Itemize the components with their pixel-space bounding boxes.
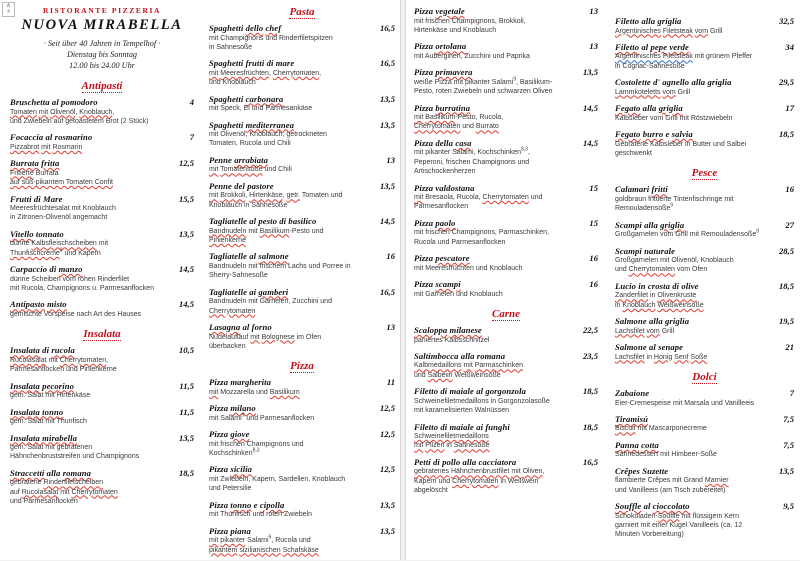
dish-item <box>414 138 598 177</box>
dish-price: 7,5 <box>783 439 794 450</box>
masthead <box>10 0 194 71</box>
dish-description: Sahnedessert mit Himbeer-Soße <box>615 451 717 459</box>
dish-name: Fegato burro e salvia <box>615 129 693 140</box>
dish-price: 18,5 <box>582 386 598 397</box>
dish-price: 15,5 <box>178 193 194 204</box>
dish-price: 9,5 <box>783 501 794 512</box>
dish-description: Nudelauflauf mit Bolognese im Ofen überbacken <box>209 333 322 350</box>
dish-price: 13,5 <box>582 67 598 78</box>
dish-name: Pizza paolo <box>414 217 456 228</box>
dish-price: 13 <box>386 154 395 165</box>
dish-price: 12,5 <box>379 403 395 414</box>
dish-description: gebratenes Hähnchenbrustfilet mit Oliven, Kapern und Cherrytomaten in Weißwein abgelöscht <box>414 468 545 495</box>
dish-name: Bruschetta al pomodoro <box>10 97 98 107</box>
dish-price: 13,5 <box>379 93 395 104</box>
dish-item <box>209 58 395 87</box>
dish-name: Pizza burratina <box>414 102 471 113</box>
dish-name: Insalata mirabella <box>10 432 77 443</box>
dish-item <box>615 129 794 158</box>
dish-name: Tagliatelle al pesto di basilico <box>209 216 317 227</box>
dish-name: Pizza piana <box>209 525 251 536</box>
dish-description: Argentinisches Filetsteak mit grünem Pfeffer in Cognac-Sahnesoße <box>615 53 753 70</box>
section-heading-pizza <box>209 360 395 373</box>
dish-description: gem. Salat mit Thunfisch <box>10 418 87 426</box>
dish-price: 11 <box>386 377 395 388</box>
dish-description: mit Brokkoli, Hirtenkäse, getr. Tomaten und Knoblauch in Sahnesoße <box>209 192 343 209</box>
dish-description: Zanderfilet in Olivenkruste in Knoblauch Weißweinsoße <box>615 292 704 309</box>
dish-name: Pizza primavera <box>414 67 473 78</box>
dish-item <box>615 184 794 213</box>
dish-price: 13,5 <box>379 119 395 130</box>
dish-item <box>209 251 395 280</box>
dish-description: mit Salami$^9$ und Parmesanflocken <box>209 412 315 422</box>
dish-name: Tagliatelle al salmone <box>209 251 289 262</box>
dish-description: goldbraun frittierte Tintenfischringe mit Remouladensoße$^9$ <box>615 195 734 213</box>
dish-description: Bandnudeln mit frischem Lachs und Porree in Sherry-Sahnesoße <box>209 262 351 280</box>
dish-price: 13,5 <box>379 499 395 510</box>
dish-price: 13 <box>386 322 395 332</box>
dish-description: mit pikanter Salami, Kochschinken$^{8,3}$, Peperoni, frischen Champignons und Artischockenherzen <box>414 147 530 176</box>
dish-name: Crêpes Suzette <box>615 465 669 476</box>
dish-item <box>414 253 598 273</box>
menu-column-2 <box>203 0 401 561</box>
section-heading-dolci <box>615 371 794 384</box>
dish-item <box>615 16 794 36</box>
dish-name: Zabaione <box>615 388 650 398</box>
section-heading-carne <box>414 308 598 321</box>
dish-description: mit Garnelen und Knoblauch <box>414 290 503 298</box>
dish-price: 16 <box>785 184 794 195</box>
dish-name: Pizza sicilia <box>209 464 253 475</box>
dish-price: 16,5 <box>379 23 395 33</box>
dish-price: 23,5 <box>582 350 598 361</box>
corner-mark-letter: A <box>6 3 11 9</box>
dish-item <box>209 429 395 458</box>
dish-price: 13,5 <box>178 432 194 443</box>
dish-item <box>209 287 395 316</box>
dish-price: 18,5 <box>778 280 794 291</box>
dish-price: 13 <box>589 41 598 52</box>
dish-description: gem. Salat mit gebratenen Hähnchenbruststreifen und Champignons <box>10 444 140 461</box>
dish-name: Pizza giove <box>209 429 250 440</box>
menu-column-4 <box>609 0 800 546</box>
dish-item <box>10 132 194 152</box>
dish-item <box>615 501 794 540</box>
dish-item <box>414 457 598 496</box>
dish-item <box>10 158 194 187</box>
dish-name: Filetto al pepe verde <box>615 41 689 52</box>
dish-price: 18,5 <box>178 467 194 478</box>
dish-name: Focaccia al rosmarino <box>10 132 93 143</box>
dish-name: Carpaccio di manzo <box>10 264 83 275</box>
dish-price: 11,5 <box>179 406 194 417</box>
dish-name: Tiramisú <box>615 413 648 424</box>
dish-name: Pizza ortolana <box>414 41 467 52</box>
section-heading-insalata <box>10 328 194 341</box>
dish-item <box>209 120 395 149</box>
dish-name: Antipasto misto <box>10 299 67 310</box>
dish-description: mit Mozzarella und Basilikum <box>209 388 300 396</box>
dish-name: Scaloppa milanese <box>414 325 482 335</box>
dish-name: Vitello tonnato <box>10 228 64 239</box>
restaurant-type: RISTORANTE PIZZERIA <box>43 6 161 15</box>
dish-item <box>414 279 598 299</box>
dish-price: 19,5 <box>778 316 794 327</box>
dish-name: Lucio in crosta di olive <box>615 280 699 291</box>
dish-price: 16 <box>386 251 395 262</box>
dish-description: Tomaten mit Olivenöl, Knoblauch, und Zwiebeln auf getoastetem Brot (2 Stück) <box>10 108 149 125</box>
dish-item <box>10 229 194 258</box>
section-heading-pesce-label: Pesce <box>691 167 718 180</box>
dish-item <box>414 103 598 132</box>
dish-name: Panna cotta <box>615 439 659 450</box>
dish-item <box>414 67 598 96</box>
dish-item <box>414 6 598 35</box>
dish-description: Rucolasalat mit Cherrytomaten, Parmesanflocken und Pinienkerne <box>10 356 117 374</box>
dish-name: Frutti di Mare <box>10 193 63 204</box>
dish-price: 11,5 <box>179 380 194 391</box>
dish-description: mit Olivenöl, Knoblauch, getrockneten Tomaten, Rucola und Chili <box>209 131 327 148</box>
dish-price: 34 <box>785 41 794 52</box>
dish-description: Bandnudeln mit Garnelen, Zucchini und Cherrytomaten <box>209 298 332 315</box>
masthead-tagline: · Seit über 40 Jahren in Tempelhof · <box>43 39 161 48</box>
dish-description: gem. Salat mit Hirtenkäse <box>10 392 91 400</box>
dish-description: Meeresfrüchtesalat mit Knoblauch in Zitronen-Olivenöl angemacht <box>10 205 116 222</box>
dish-name: Pizza vegetale <box>414 6 465 16</box>
dish-price: 32,5 <box>778 16 794 26</box>
dish-description: Schweinefiletmedaillons in Gorgonzolasoße mit karamelisierten Walnüssen <box>414 397 550 415</box>
dish-description: Argentinisches Filetsteak vom Grill <box>615 27 723 35</box>
dish-item <box>414 351 598 380</box>
dish-description: mit Champignons und Rinderfiletspitzen in Sahnesoße <box>209 34 333 51</box>
dish-price: 14,5 <box>178 299 194 310</box>
dish-price: 16 <box>589 253 598 264</box>
dish-price: 15 <box>589 182 598 193</box>
dish-item <box>414 386 598 415</box>
dish-description: mit Tomatensoße und Chili <box>209 166 292 174</box>
dish-price: 13,5 <box>379 525 395 536</box>
dish-name: Spaghetti frutti di mare <box>209 58 295 69</box>
dish-name: Pizza margherita <box>209 377 272 388</box>
dish-description: Großgarnelen vom Grill mit Remouladensoße$^9$ <box>615 228 760 239</box>
dish-price: 14,5 <box>582 102 598 113</box>
dish-price: 21 <box>785 342 794 353</box>
dish-description: Großgarnelen mit Olivenöl, Knoblauch und Cherrytomaten vom Ofen <box>615 257 734 274</box>
dish-item <box>209 403 395 423</box>
dish-item <box>615 316 794 336</box>
dish-price: 16,5 <box>582 456 598 467</box>
dish-description: gemischte Vorspeise nach Art des Hauses <box>10 310 142 318</box>
dish-description: Kalbmedaillons mit Parmaschinken und Salbeiin Weißweinsoße <box>414 362 523 379</box>
dish-item <box>209 216 395 245</box>
dish-name: Petti di pollo alla cacciatora <box>414 456 517 467</box>
dish-item <box>209 377 395 397</box>
dish-name: Fegato alla griglia <box>615 103 683 114</box>
dish-price: 7,5 <box>783 413 794 424</box>
dish-item <box>209 322 395 351</box>
dish-description: mit Auberginen, Zucchini und Paprika <box>414 52 530 60</box>
section-heading-pesce <box>615 167 794 180</box>
dish-description: dünne Scheiben vom rohen Rinderfilet mit Rucola, Champignons u. Parmesanflocken <box>10 275 154 293</box>
masthead-hours: 12.00 bis 24.00 Uhr <box>69 61 135 70</box>
dish-item <box>615 342 794 362</box>
dish-description: mit frischen Champignons, Parmaschinken, Rucola und Parmesanflocken <box>414 229 550 246</box>
dish-price: 14,5 <box>379 216 395 227</box>
dish-description: Kalbsleber vom Grill mit Röstzwiebeln <box>615 114 733 122</box>
dish-description: mit Speck, Ei und Parmesankäse <box>209 105 313 113</box>
dish-description: Biscuit mit Mascarponecreme <box>615 425 707 433</box>
dish-description: Schokoladen-Souffle mit flüssigem Kern garniert mit einer Kugel Vanilleeis (ca. 12 Minuten Vorbereitung) <box>615 512 743 539</box>
dish-item <box>615 77 794 97</box>
dish-price: 12,5 <box>178 158 194 169</box>
dish-item <box>209 94 395 114</box>
dish-item <box>615 440 794 460</box>
dish-price: 16,5 <box>379 286 395 297</box>
dish-price: 13,5 <box>778 465 794 476</box>
restaurant-name: NUOVA MIRABELLA <box>21 17 183 33</box>
dish-description: Lachsfilet vom Grill <box>615 327 675 335</box>
dish-item <box>615 414 794 434</box>
dish-item <box>414 218 598 247</box>
dish-name: Penne del pastore <box>209 180 274 191</box>
dish-description: mit Meeresfrüchten, Cherrytomaten, und Knoblauch <box>209 69 322 87</box>
dish-name: Spaghetti mediterranea <box>209 119 295 130</box>
dish-price: 18,5 <box>582 421 598 432</box>
dish-item <box>10 194 194 223</box>
dish-price: 12,5 <box>379 464 395 475</box>
dish-name: Pizza scampi <box>414 279 461 290</box>
dish-item <box>209 526 395 555</box>
dish-item <box>209 464 395 493</box>
dish-name: Insalata pecorino <box>10 380 75 391</box>
dish-description: Pizzabrot mit Rosmarin <box>10 143 83 151</box>
dish-name: Spaghetti carbonara <box>209 93 284 104</box>
dish-description: mit Basilikum-Pesto, Rucola, Cherrytomaten und Burrato <box>414 114 504 131</box>
dish-price: 15 <box>589 217 598 228</box>
dish-name: Spaghetti dello chef <box>209 23 282 33</box>
dish-item <box>615 220 794 240</box>
masthead-days: Dienstag bis Sonntag <box>66 50 138 59</box>
dish-description: mit Bresaola, Rucola, Cherrytomaten und Parmesanflocken <box>414 194 543 211</box>
section-heading-antipasti-label: Antipasti <box>81 80 123 92</box>
section-heading-pizza-label: Pizza <box>290 360 314 373</box>
dish-item <box>615 103 794 123</box>
dish-name: Penne arrabiata <box>209 154 269 165</box>
dish-price: 4 <box>189 97 194 107</box>
dish-price: 16,5 <box>379 58 395 69</box>
dish-item <box>414 183 598 212</box>
dish-item <box>414 325 598 345</box>
dish-item <box>209 23 395 52</box>
dish-description: gebratene Rinderfiletscheiben auf Rucolasalat mit Cherrytomaten und Parmesanflocken <box>10 479 118 506</box>
dish-item <box>209 500 395 520</box>
dish-description: Lachsfilet in Honig Senf Soße <box>615 353 708 361</box>
dish-price: 13,5 <box>178 228 194 239</box>
dish-item <box>615 388 794 408</box>
dish-price: 12,5 <box>379 429 395 440</box>
dish-name: Salmone alla griglia <box>615 316 690 327</box>
dish-item <box>10 97 194 126</box>
menu-column-3 <box>408 0 604 502</box>
dish-item <box>10 299 194 319</box>
dish-item <box>615 281 794 310</box>
dish-description: Lammkoteletts vom Grill <box>615 88 691 96</box>
section-heading-carne-label: Carne <box>491 308 521 320</box>
dish-name: Pizza tonno e cipolla <box>209 499 285 510</box>
dish-name: Lasagna al forno <box>209 322 272 332</box>
dish-price: 18,5 <box>778 129 794 140</box>
dish-item <box>615 42 794 71</box>
dish-name: Saltimbocca alla romana <box>414 350 506 361</box>
dish-name: Filetto alla griglia <box>615 16 682 26</box>
dish-description: Schweinefiletmedaillons mit Pilzen in Sahnesoße <box>414 433 490 450</box>
dish-price: 7 <box>789 388 794 398</box>
dish-description: mit Thunfisch und roten Zwiebeln <box>209 511 312 519</box>
dish-price: 22,5 <box>582 325 598 335</box>
dish-name: Salmone al senape <box>615 342 684 353</box>
dish-item <box>10 433 194 462</box>
dish-description: mit Zwiebeln, Kapern, Sardellen, Knoblauch und Petersilie <box>209 475 346 493</box>
corner-mark-number: 4 <box>7 9 10 15</box>
dish-name: Straccetti alla romana <box>10 467 92 478</box>
dish-description: mit frischen Champignons, Brokkoli, Hirtenkäse und Knoblauch <box>414 17 526 34</box>
dish-price: 29,5 <box>778 77 794 88</box>
dish-price: 13,5 <box>379 180 395 191</box>
dish-description: Eier-Cremespeise mit Marsala und Vanilleeis <box>615 399 755 407</box>
dish-price: 17 <box>785 103 794 114</box>
dish-item <box>10 381 194 401</box>
dish-description: Gebratene Kalbsleber in Butter und Salbei geschwenkt <box>615 140 747 157</box>
dish-item <box>209 155 395 175</box>
dish-name: Scampi naturale <box>615 245 675 256</box>
dish-description: paniertes Kalbsschnitzel <box>414 336 490 344</box>
dish-name: Pizza pescatore <box>414 253 470 264</box>
dish-description: weiße Pizza mit pikanter Salami$^9$, Basilikum- Pesto, roten Zwiebeln und schwarzen Oliven <box>414 76 553 96</box>
section-heading-dolci-label: Dolci <box>692 371 717 383</box>
dish-name: Filetto di maiale ai funghi <box>414 421 510 432</box>
dish-price: 28,5 <box>778 245 794 256</box>
dish-description: mit frischen Champignons und Kochschinken$^{8,3}$ <box>209 440 304 458</box>
dish-name: Calamari fritti <box>615 184 668 195</box>
dish-name: Souffle al cioccolato <box>615 501 690 512</box>
section-heading-pasta <box>209 6 395 19</box>
dish-description: dünne Kalbsfleischscheiben mit Thunfischcreme$^9$ und Kapern <box>10 240 109 257</box>
dish-item <box>615 466 794 495</box>
dish-description: mit pikanter Salami$^9$, Rucola und pikantem sizilianischen Schafskäse <box>209 534 319 554</box>
menu-column-1 <box>4 0 200 513</box>
section-heading-antipasti <box>10 80 194 93</box>
dish-name: Insalata tonno <box>10 406 64 417</box>
dish-price: 7 <box>189 132 194 143</box>
dish-name: Pizza valdostana <box>414 182 475 193</box>
dish-item <box>10 345 194 374</box>
dish-name: Tagliatelle ai gamberi <box>209 286 289 297</box>
section-heading-pasta-label: Pasta <box>289 6 315 18</box>
dish-price: 14,5 <box>582 137 598 148</box>
dish-name: Insalata di rucola <box>10 345 75 356</box>
dish-description: Fritierte Burrata auf süß-pikantem Tomaten Confit <box>10 169 113 187</box>
dish-description: mit Meeresfrüchten und Knoblauch <box>414 264 523 272</box>
dish-name: Pizza milano <box>209 403 256 414</box>
dish-price: 13 <box>589 6 598 16</box>
dish-price: 14,5 <box>178 264 194 275</box>
dish-item <box>414 41 598 61</box>
dish-price: 10,5 <box>178 345 194 356</box>
dish-item <box>10 407 194 427</box>
dish-price: 27 <box>785 219 794 230</box>
dish-description: flambierte Crêpes mit Grand Marnier und Vanilleeis (am Tisch zubereitet) <box>615 477 729 494</box>
dish-item <box>209 181 395 210</box>
dish-item <box>615 246 794 275</box>
dish-name: Filetto di maiale al gorgonzola <box>414 386 526 397</box>
section-heading-insalata-label: Insalata <box>83 328 121 341</box>
dish-price: 16 <box>589 279 598 290</box>
dish-name: Pizza della casa <box>414 137 472 148</box>
dish-name: Burrata fritta <box>10 158 60 169</box>
dish-name: Scampi alla griglia <box>615 219 685 230</box>
dish-description: Bandnudeln mit Basilikum-Pesto und Pinienkerne <box>209 227 324 244</box>
dish-name: Costolette d' agnello alla griglia <box>615 77 732 88</box>
dish-item <box>10 468 194 507</box>
dish-item <box>10 264 194 293</box>
dish-item <box>414 422 598 451</box>
